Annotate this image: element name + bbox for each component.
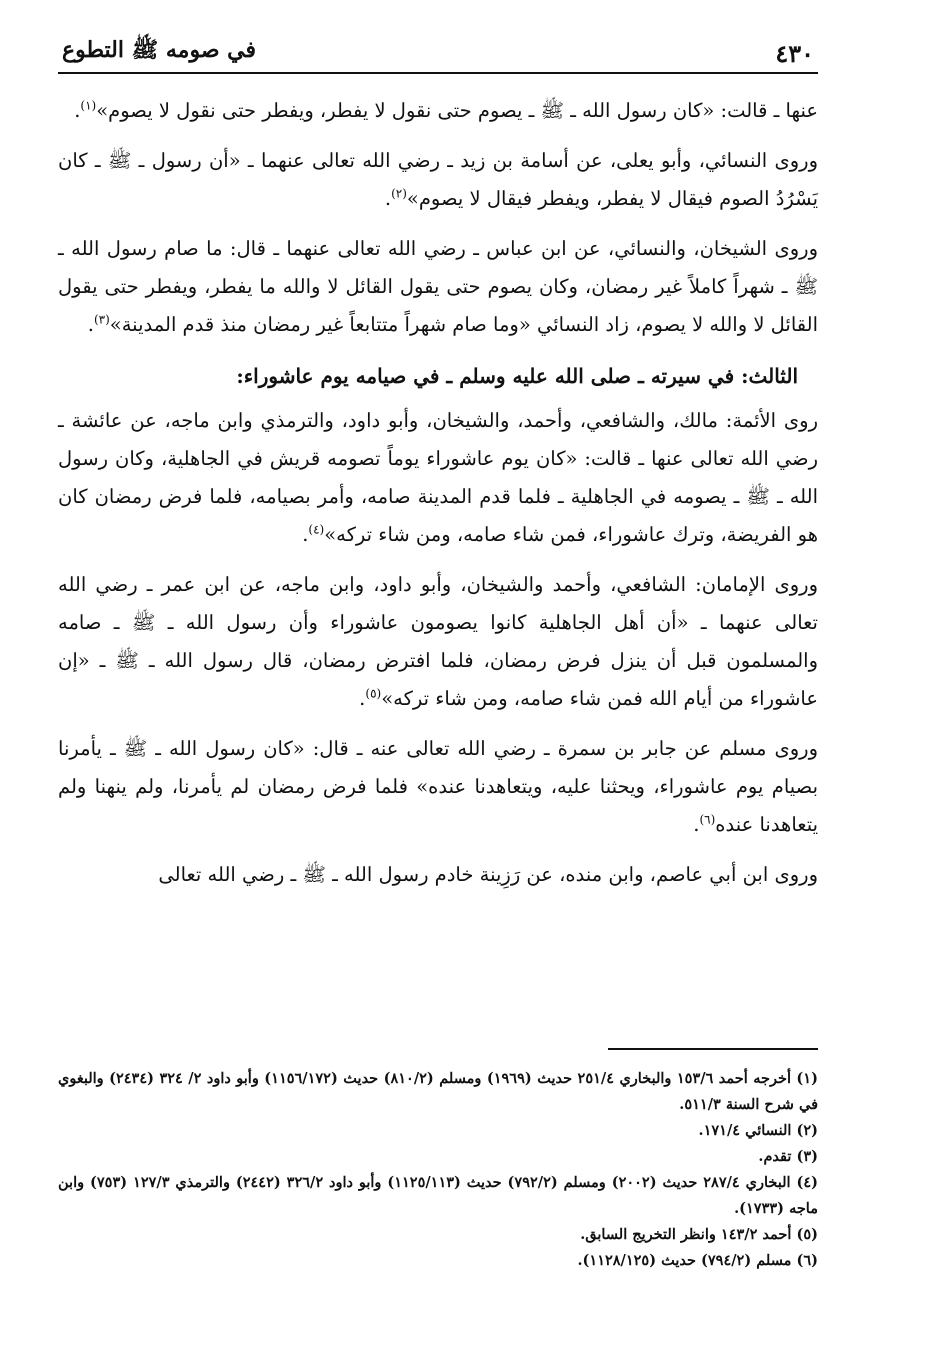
footnote: (١) أخرجه أحمد ١٥٣/٦ والبخاري ٢٥١/٤ حديث (١٩٦٩) ومسلم (٨١٠/٢) حديث (١١٥٦/١٧٢) وأبو داود ٢/ ٣٢٤ (٢٤٣٤) والبغوي في شرح السنة ٥١١/٣. — [58, 1070, 818, 1113]
paragraph-text: وروى ابن أبي عاصم، وابن منده، عن رَزِينة خادم رسول الله ـ ﷺ ـ رضي الله تعالى — [158, 863, 818, 886]
paragraph — [58, 566, 818, 718]
paragraph-text: عنها ـ قالت: «كان رسول الله ـ ﷺ ـ يصوم حتى نقول لا يفطر، ويفطر حتى نقول لا يصوم» — [96, 99, 818, 122]
footnote-marker: (١) — [80, 98, 97, 113]
running-title: في صومه ﷺ التطوع — [62, 37, 257, 63]
footnote: (٦) مسلم (٧٩٤/٢) حديث (١١٢٨/١٢٥). — [577, 1252, 818, 1269]
footnote-separator — [608, 1048, 818, 1050]
book-page — [58, 30, 818, 1269]
footnotes — [58, 1066, 818, 1274]
main-text — [58, 92, 818, 894]
paragraph — [58, 230, 818, 344]
paragraph-text: وروى النسائي، وأبو يعلى، عن أسامة بن زيد ـ رضي الله تعالى عنهما ـ «أن رسول ـ ﷺ ـ كان يَسْرُدُ الصوم فيقال لا يفطر، ويفطر فيقال لا يصوم» — [58, 149, 818, 210]
footnote-marker: (٢) — [391, 186, 407, 201]
paragraph — [58, 402, 818, 554]
paragraph-end: . — [384, 187, 392, 210]
paragraph-text: روى الأئمة: مالك، والشافعي، وأحمد، والشيخان، وأبو داود، والترمذي وابن ماجه، عن عائشة ـ رضي الله تعالى عنها ـ قالت: «كان يوم عاشوراء يوماً تصومه قريش في الجاهلية، وكان رسول الله ـ ﷺ ـ يصومه في الجاهلية ـ فلما قدم المدينة صامه، وأمر بصيامه، فلما فرض رمضان كان هو الفريضة، وترك عاشوراء، فمن شاء صامه، ومن شاء تركه» — [58, 409, 818, 546]
footnote-marker: (٥) — [365, 686, 382, 701]
paragraph-text: وروى مسلم عن جابر بن سمرة ـ رضي الله تعالى عنه ـ قال: «كان رسول الله ـ ﷺ ـ يأمرنا بصيام يوم عاشوراء، ويحثنا عليه، ويتعاهدنا عنده» فلما فرض رمضان لم يأمرنا، ولم ينهنا ولم يتعاهدنا عنده — [58, 737, 818, 836]
paragraph-text: وروى الإمامان: الشافعي، وأحمد والشيخان، وأبو داود، وابن ماجه، عن ابن عمر ـ رضي الله تعالى عنهما ـ «أن أهل الجاهلية كانوا يصومون عاشوراء وأن رسول الله ـ ﷺ ـ صامه والمسلمون قبل أن ينزل فرض رمضان، فلما افترض رمضان، قال رسول الله ـ ﷺ ـ «إن عاشوراء من أيام الله فمن شاء صامه، ومن شاء تركه» — [58, 573, 818, 710]
running-header — [58, 30, 818, 74]
paragraph-end: . — [302, 523, 309, 546]
paragraph — [58, 92, 818, 130]
paragraph — [58, 730, 818, 844]
page-number: ٤٣٠ — [775, 39, 814, 68]
footnote-marker: (٤) — [308, 522, 325, 537]
footnote: (٥) أحمد ١٤٣/٢ وانظر التخريج السابق. — [580, 1226, 818, 1243]
paragraph — [58, 142, 818, 218]
footnote: (٢) النسائي ١٧١/٤. — [698, 1122, 818, 1139]
footnote: (٣) تقدم. — [758, 1148, 818, 1165]
section-heading: الثالث: في سيرته ـ صلى الله عليه وسلم ـ في صيامه يوم عاشوراء: — [236, 364, 798, 388]
footnote: (٤) البخاري ٢٨٧/٤ حديث (٢٠٠٢) ومسلم (٧٩٢/٢) حديث (١١٢٥/١١٣) وأبو داود ٣٢٦/٢ (٢٤٤٢) والترمذي ١٢٧/٣ (٧٥٣) وابن ماجه (١٧٣٣). — [58, 1174, 818, 1217]
paragraph-text: وروى الشيخان، والنسائي، عن ابن عباس ـ رضي الله تعالى عنهما ـ قال: ما صام رسول الله ـ ﷺ ـ شهراً كاملاً غير رمضان، وكان يصوم حتى يقول القائل لا والله ما يفطر، ويفطر حتى يقول القائل لا والله لا يصوم، زاد النسائي «وما صام شهراً متتابعاً غير رمضان منذ قدم المدينة» — [58, 237, 818, 336]
paragraph — [58, 856, 818, 894]
paragraph-end: . — [74, 99, 81, 122]
paragraph-end: . — [693, 813, 700, 836]
footnote-marker: (٦) — [699, 812, 716, 827]
paragraph-end: . — [87, 313, 94, 336]
footnote-marker: (٣) — [93, 312, 110, 327]
paragraph-end: . — [359, 687, 366, 710]
